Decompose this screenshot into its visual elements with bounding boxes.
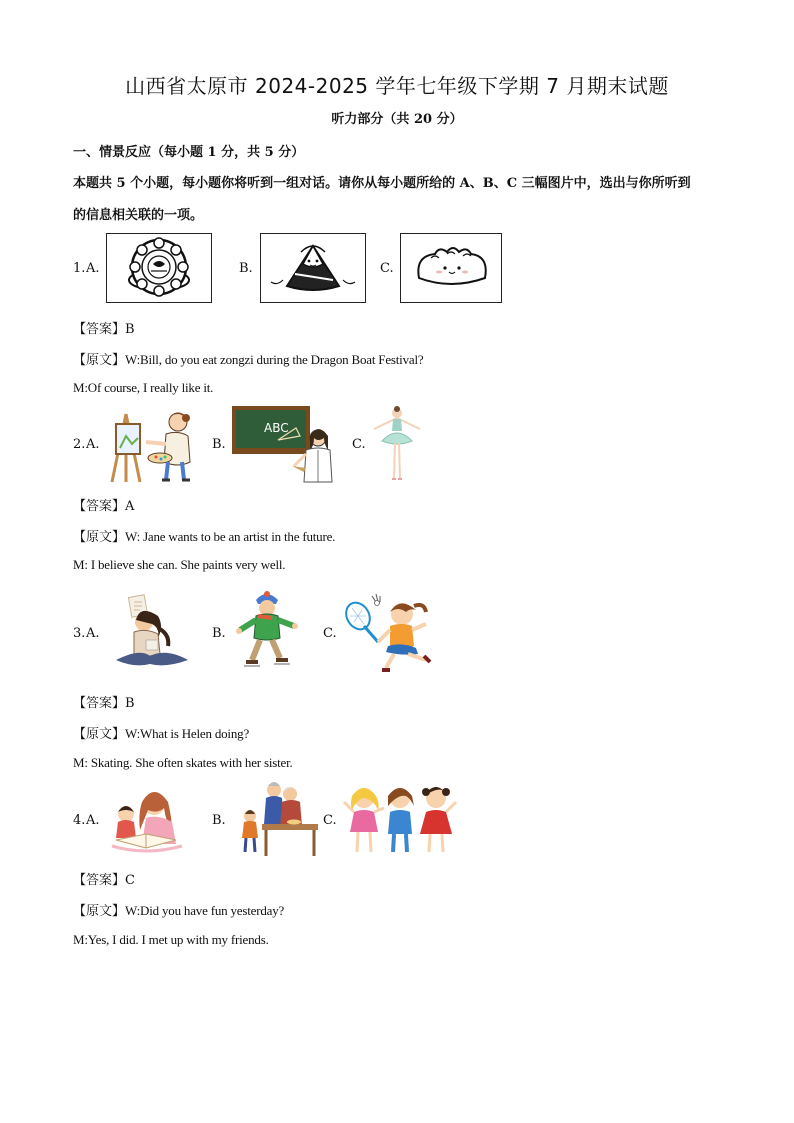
transcript-text: W:Bill, do you eat zongzi during the Dragon Boat Festival? (125, 352, 424, 367)
sitting-girl-image (110, 592, 192, 670)
transcript-text: W: Jane wants to be an artist in the future. (125, 529, 336, 544)
question-number: 4. (73, 813, 86, 828)
question-number: 2. (73, 437, 86, 452)
instructions-line-1: 本题共 5 个小题，每小题你将听到一组对话。请你从每小题所给的 A、B、C 三幅图片中，选出与你所听到 (73, 176, 691, 191)
ballerina-image (370, 405, 424, 483)
option-c-label: C. (323, 813, 337, 828)
option-a-label: A. (86, 626, 100, 641)
transcript-line-2: M:Of course, I really like it. (73, 380, 214, 395)
option-a-label: A. (86, 437, 100, 452)
answer-line: 【答案】A (73, 499, 135, 514)
option-c-label: C. (380, 261, 394, 276)
teacher-image (232, 406, 338, 484)
transcript-label: 【原文】 (73, 727, 126, 742)
transcript-text: W:What is Helen doing? (125, 726, 250, 741)
transcript-label: 【原文】 (73, 530, 126, 545)
transcript-line-1 (73, 900, 284, 919)
transcript-line-2: M:Yes, I did. I met up with my friends. (73, 932, 269, 947)
transcript-line-1 (73, 349, 423, 368)
board-text: ABC (264, 421, 289, 435)
answer-line: 【答案】B (73, 696, 135, 711)
transcript-label: 【原文】 (73, 353, 126, 368)
option-b-label: B. (239, 261, 253, 276)
dumpling-image (400, 233, 502, 303)
option-c-label: C. (323, 626, 337, 641)
question-number: 3. (73, 626, 86, 641)
option-b-label: B. (212, 813, 226, 828)
question-number: 1. (73, 261, 86, 276)
option-b-label: B. (212, 626, 226, 641)
section-heading: 一、情景反应（每小题 1 分，共 5 分） (73, 145, 305, 160)
transcript-label: 【原文】 (73, 904, 126, 919)
transcript-line-2: M: Skating. She often skates with her sister. (73, 755, 293, 770)
option-b-label: B. (212, 437, 226, 452)
option-a-label: A. (86, 261, 100, 276)
mooncake-image (106, 233, 212, 303)
answer-line: 【答案】C (73, 873, 135, 888)
instructions-line-2: 的信息相关联的一项。 (73, 208, 204, 223)
transcript-line-2: M: I believe she can. She paints very well. (73, 557, 286, 572)
section-subtitle: 听力部分（共 20 分） (331, 112, 463, 127)
three-friends-image (342, 782, 458, 858)
skating-child-image (232, 590, 300, 674)
option-a-label: A. (86, 813, 100, 828)
family-table-image (236, 780, 320, 858)
badminton-girl-image (342, 590, 440, 674)
transcript-line-1 (73, 526, 335, 545)
option-c-label: C. (352, 437, 366, 452)
transcript-line-1 (73, 723, 249, 742)
transcript-text: W:Did you have fun yesterday? (125, 903, 285, 918)
page-title: 山西省太原市 2024-2025 学年七年级下学期 7 月期末试题 (125, 74, 669, 98)
zongzi-image (260, 233, 366, 303)
answer-line: 【答案】B (73, 322, 135, 337)
painter-girl-image (106, 408, 194, 484)
mother-reading-image (106, 784, 186, 854)
